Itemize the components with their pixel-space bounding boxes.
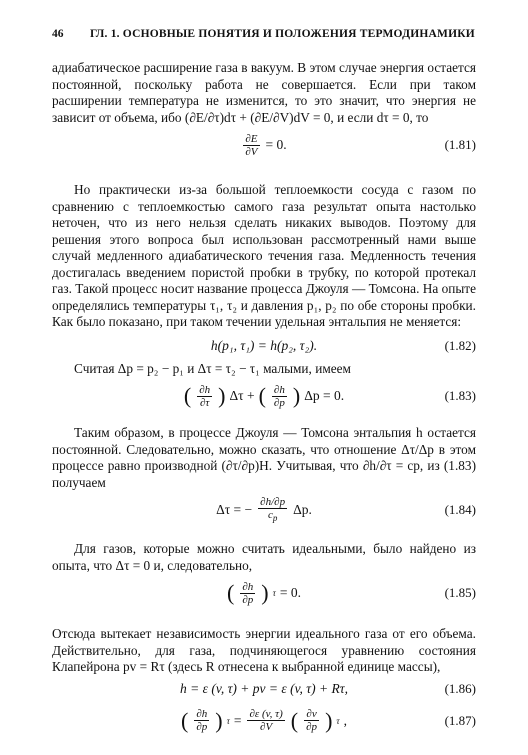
paragraph-5: Для газов, которые можно считать идеальными, было найдено из опыта, что Δτ = 0 и, следовательно, — [52, 541, 476, 573]
equation-number: (1.85) — [444, 585, 476, 600]
equation-1-84: Δτ = − $\frac{\partial h/\partial p}{c_p}$ Δp. (1.84) — [216, 496, 476, 523]
equation-number: (1.87) — [444, 712, 476, 728]
paragraph-4: Таким образом, в процессе Джоуля — Томсона энтальпия h остается постоянной. Следовательно, можно сказать, что отношение Δτ/Δp в этом процессе равно производной (∂τ/∂p)H. Учитывая, что ∂h/∂τ = cp, из (1.83) получаем — [52, 425, 476, 490]
paragraph-6: Отсюда вытекает независимость энергии идеального газа от его объема. Действительно, для газа, подчиняющегося уравнению состояния Клапейрона pv = Rτ (здесь R отнесена к выбранной единице массы), — [52, 626, 476, 674]
equation-number: (1.86) — [444, 680, 476, 696]
paragraph-3: Считая Δp = p₂ − p₁ и Δτ = τ₂ − τ₁ малыми, имеем — [74, 360, 351, 376]
equation-number: (1.82) — [444, 337, 476, 353]
equation-1-85: ( $\frac{\partial h}{\partial p}$ ) τ = 0. (1.85) — [227, 580, 476, 606]
paragraph-2: Но практически из-за большой теплоемкости сосуда с газом по сравнению с теплоемкостью самого газа результат опыта настолько неточен, что из него нельзя сделать никаких выводов. Поэтому для решения этого вопроса был использован рассмотренный нами выше случай медленного адиабатического течения газа. Медленность течения достигалась введением пористой пробки в трубку, по которой протекал газ. Такой процесс носит название процесса Джоуля — Томсона. На опыте определялись температуры τ₁, τ₂ и давления p₁, p₂ по обе стороны пробки. Как было показано, при таком течении удельная энтальпия не меняется: — [52, 182, 476, 329]
page-body — [52, 60, 476, 740]
equation-1-82 — [52, 331, 476, 361]
equation-1-82-formula: h(p₁, τ₁) = h(p₂, τ₂). — [210, 337, 318, 353]
equation-number: (1.81) — [444, 137, 476, 152]
equation-1-86-formula: h = ε (v, τ) + pv = ε (v, τ) + Rτ, — [180, 680, 348, 696]
equation-1-81: $\frac{\partial E}{\partial V}$ = 0. (1.81) — [245, 132, 476, 158]
equation-number: (1.84) — [444, 502, 476, 517]
equation-1-83: ( $\frac{\partial h}{\partial\tau}$ ) Δτ + ( $\frac{\partial h}{\partial p}$ ) Δp = 0. (1.83) — [183, 383, 476, 409]
equation-1-86 — [52, 676, 476, 702]
paragraph-1: адиабатическое расширение газа в вакуум. В этом случае энергия остается постоянной, поскольку работа не совершается. Если при таком расширении температура не изменится, то это значит, что энергия не зависит от объема, ибо (∂E/∂τ)dτ + (∂E/∂V)dV = 0, и если dτ = 0, то — [52, 60, 476, 125]
chapter-title: ГЛ. 1. ОСНОВНЫЕ ПОНЯТИЯ И ПОЛОЖЕНИЯ ТЕРМОДИНАМИКИ — [90, 28, 475, 40]
equation-1-87: ( $\frac{\partial h}{\partial p}$ ) τ = $\frac{\partial\varepsilon (v, \tau)}{\partial V}$ ( $\frac{\partial v}{\partial p}$ ) τ , (1.87) — [180, 707, 476, 733]
running-header — [52, 28, 476, 44]
equation-number: (1.83) — [444, 388, 476, 403]
page-number: 46 — [52, 28, 64, 40]
